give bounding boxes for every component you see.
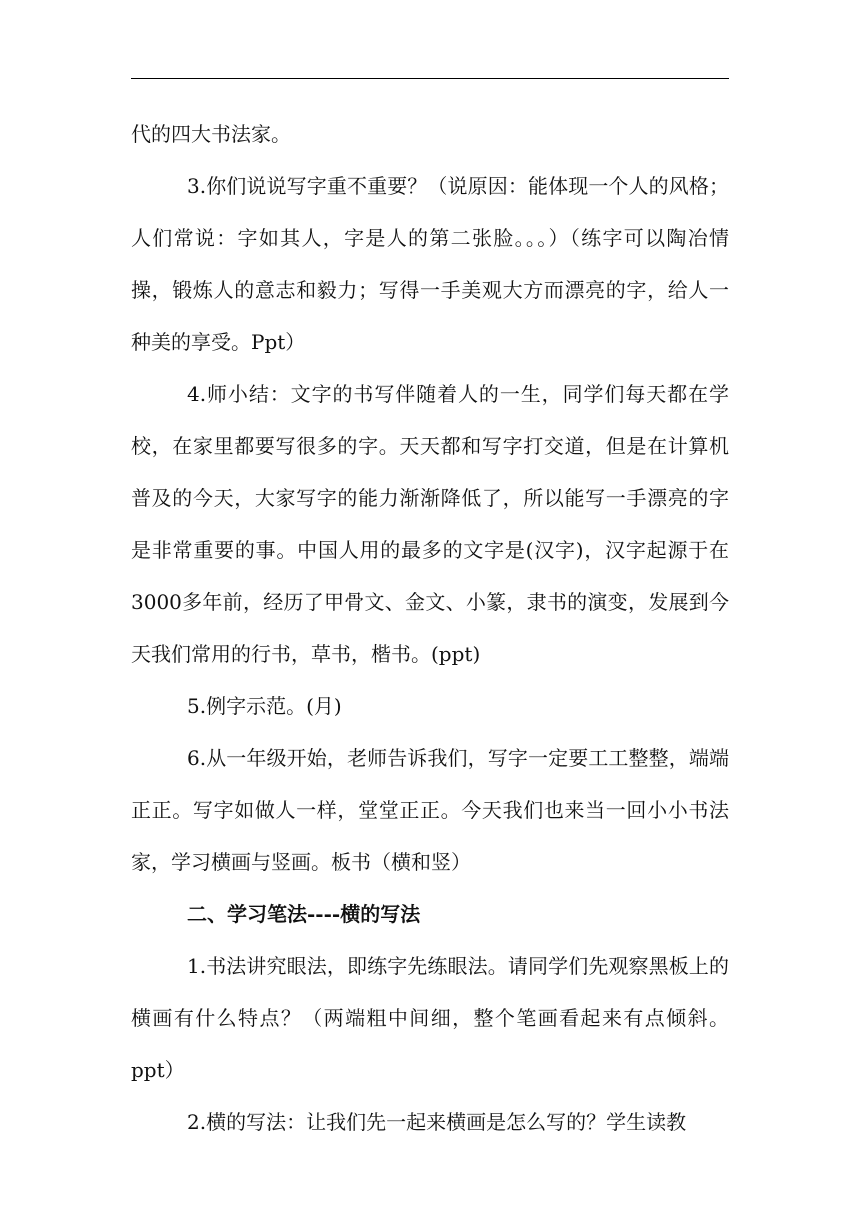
paragraph-item-1: 1.书法讲究眼法，即练字先练眼法。请同学们先观察黑板上的横画有什么特点？（两端粗中间细，整个笔画看起来有点倾斜。ppt） [131, 954, 729, 1082]
document-body [131, 108, 729, 1148]
paragraph-item-2: 2.横的写法：让我们先一起来横画是怎么写的？学生读教 [187, 1110, 687, 1134]
paragraph-item-5: 5.例字示范。(月) [187, 694, 342, 718]
paragraph-item-6: 6.从一年级开始，老师告诉我们，写字一定要工工整整，端端正正。写字如做人一样，堂堂正正。今天我们也来当一回小小书法家，学习横画与竖画。板书（横和竖） [131, 746, 729, 874]
paragraph-continuation: 代的四大书法家。 [131, 122, 291, 146]
header-rule [131, 78, 729, 79]
paragraph-item-3: 3.你们说说写字重不重要？（说原因：能体现一个人的风格；人们常说：字如其人，字是人的第二张脸。。。）（练字可以陶冶情操，锻炼人的意志和毅力；写得一手美观大方而漂亮的字，给人一种美的享受。Ppt） [131, 174, 729, 354]
section-heading: 二、学习笔法----横的写法 [187, 902, 421, 926]
paragraph-item-4: 4.师小结：文字的书写伴随着人的一生，同学们每天都在学校，在家里都要写很多的字。天天都和写字打交道，但是在计算机普及的今天，大家写字的能力渐渐降低了，所以能写一手漂亮的字是非常重要的事。中国人用的最多的文字是(汉字)，汉字起源于在3000多年前，经历了甲骨文、金文、小篆，隶书的演变，发展到今天我们常用的行书，草书，楷书。(ppt) [131, 382, 729, 666]
